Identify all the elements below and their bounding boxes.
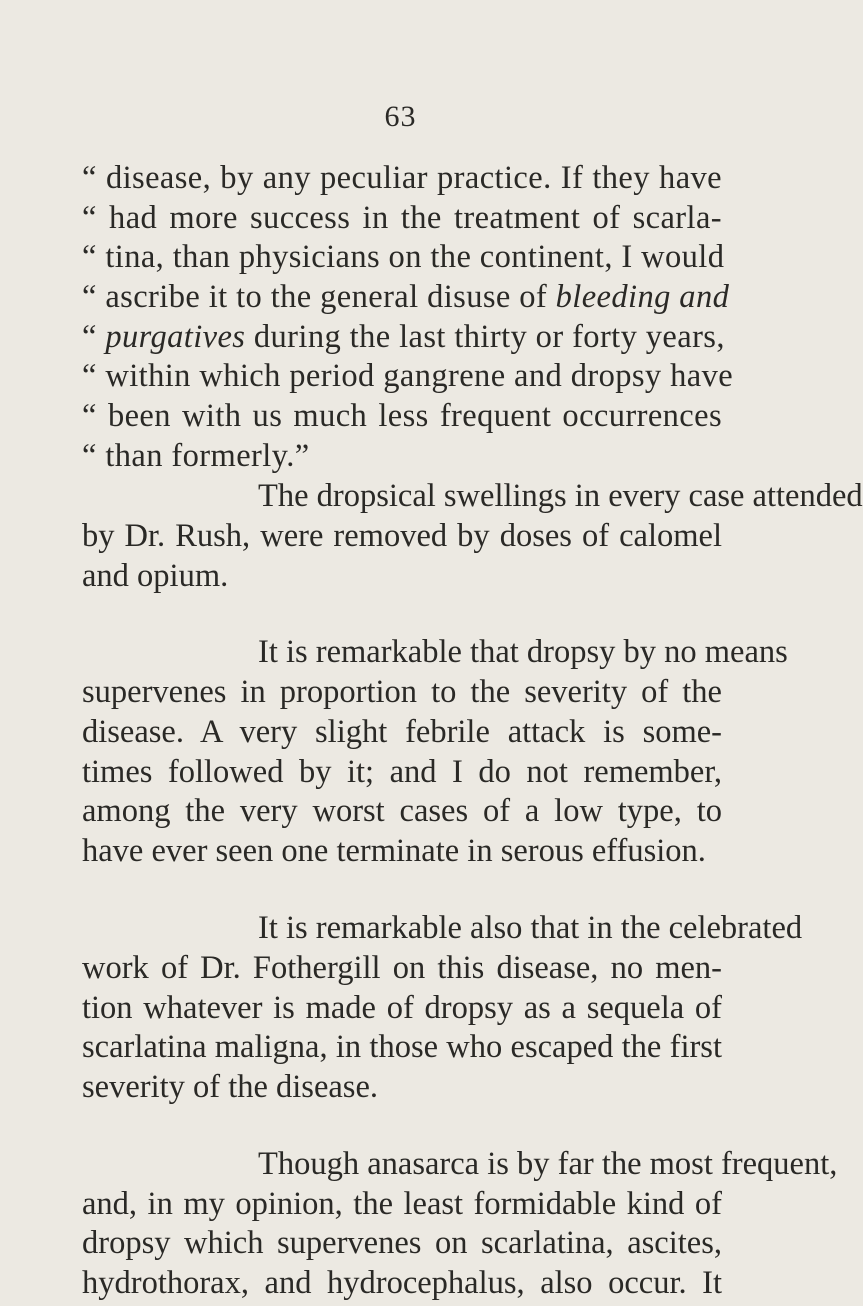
text-line: severity of the disease.	[82, 1069, 379, 1105]
text-line: “ within which period gangrene and dropsy have	[82, 358, 734, 394]
text-line: Though anasarca is by far the most frequent,	[258, 1146, 838, 1182]
text-line: “ been with us much less frequent occurrences	[82, 398, 722, 434]
text-line: disease. A very slight febrile attack is some-	[82, 714, 722, 750]
text-line: “ than formerly.”	[82, 438, 310, 474]
text-line-segment: “	[82, 319, 106, 355]
text-line: The dropsical swellings in every case attended	[258, 478, 863, 514]
text-line-segment: “ ascribe it to the general disuse of	[82, 279, 556, 315]
emphasis-bleeding: bleeding and	[555, 279, 730, 315]
text-line	[82, 317, 725, 357]
text-line: “ tina, than physicians on the continent, I would	[82, 239, 725, 275]
text-line: and, in my opinion, the least formidable kind of	[82, 1186, 722, 1222]
text-line	[82, 277, 730, 317]
text-line: have ever seen one terminate in serous effusion.	[82, 833, 706, 869]
emphasis-purgatives: purgatives	[105, 319, 246, 355]
text-line: among the very worst cases of a low type, to	[82, 793, 722, 829]
text-line: scarlatina maligna, in those who escaped the first	[82, 1029, 722, 1065]
text-line: It is remarkable also that in the celebrated	[258, 910, 803, 946]
text-line: hydrothorax, and hydrocephalus, also occur. It	[82, 1265, 722, 1301]
page-number: 63	[384, 100, 417, 133]
text-line: and opium.	[82, 558, 229, 594]
text-line: times followed by it; and I do not remember,	[82, 754, 722, 790]
text-line-segment: during the last thirty or forty years,	[245, 319, 725, 355]
text-line: supervenes in proportion to the severity of the	[82, 674, 722, 710]
text-line: work of Dr. Fothergill on this disease, no men-	[82, 950, 722, 986]
text-line: by Dr. Rush, were removed by doses of calomel	[82, 518, 722, 554]
text-line: tion whatever is made of dropsy as a sequela of	[82, 990, 722, 1026]
text-line: “ had more success in the treatment of scarla-	[82, 200, 722, 236]
text-line: dropsy which supervenes on scarlatina, ascites,	[82, 1225, 722, 1261]
text-line: It is remarkable that dropsy by no means	[258, 634, 788, 670]
text-line: “ disease, by any peculiar practice. If they have	[82, 160, 722, 196]
